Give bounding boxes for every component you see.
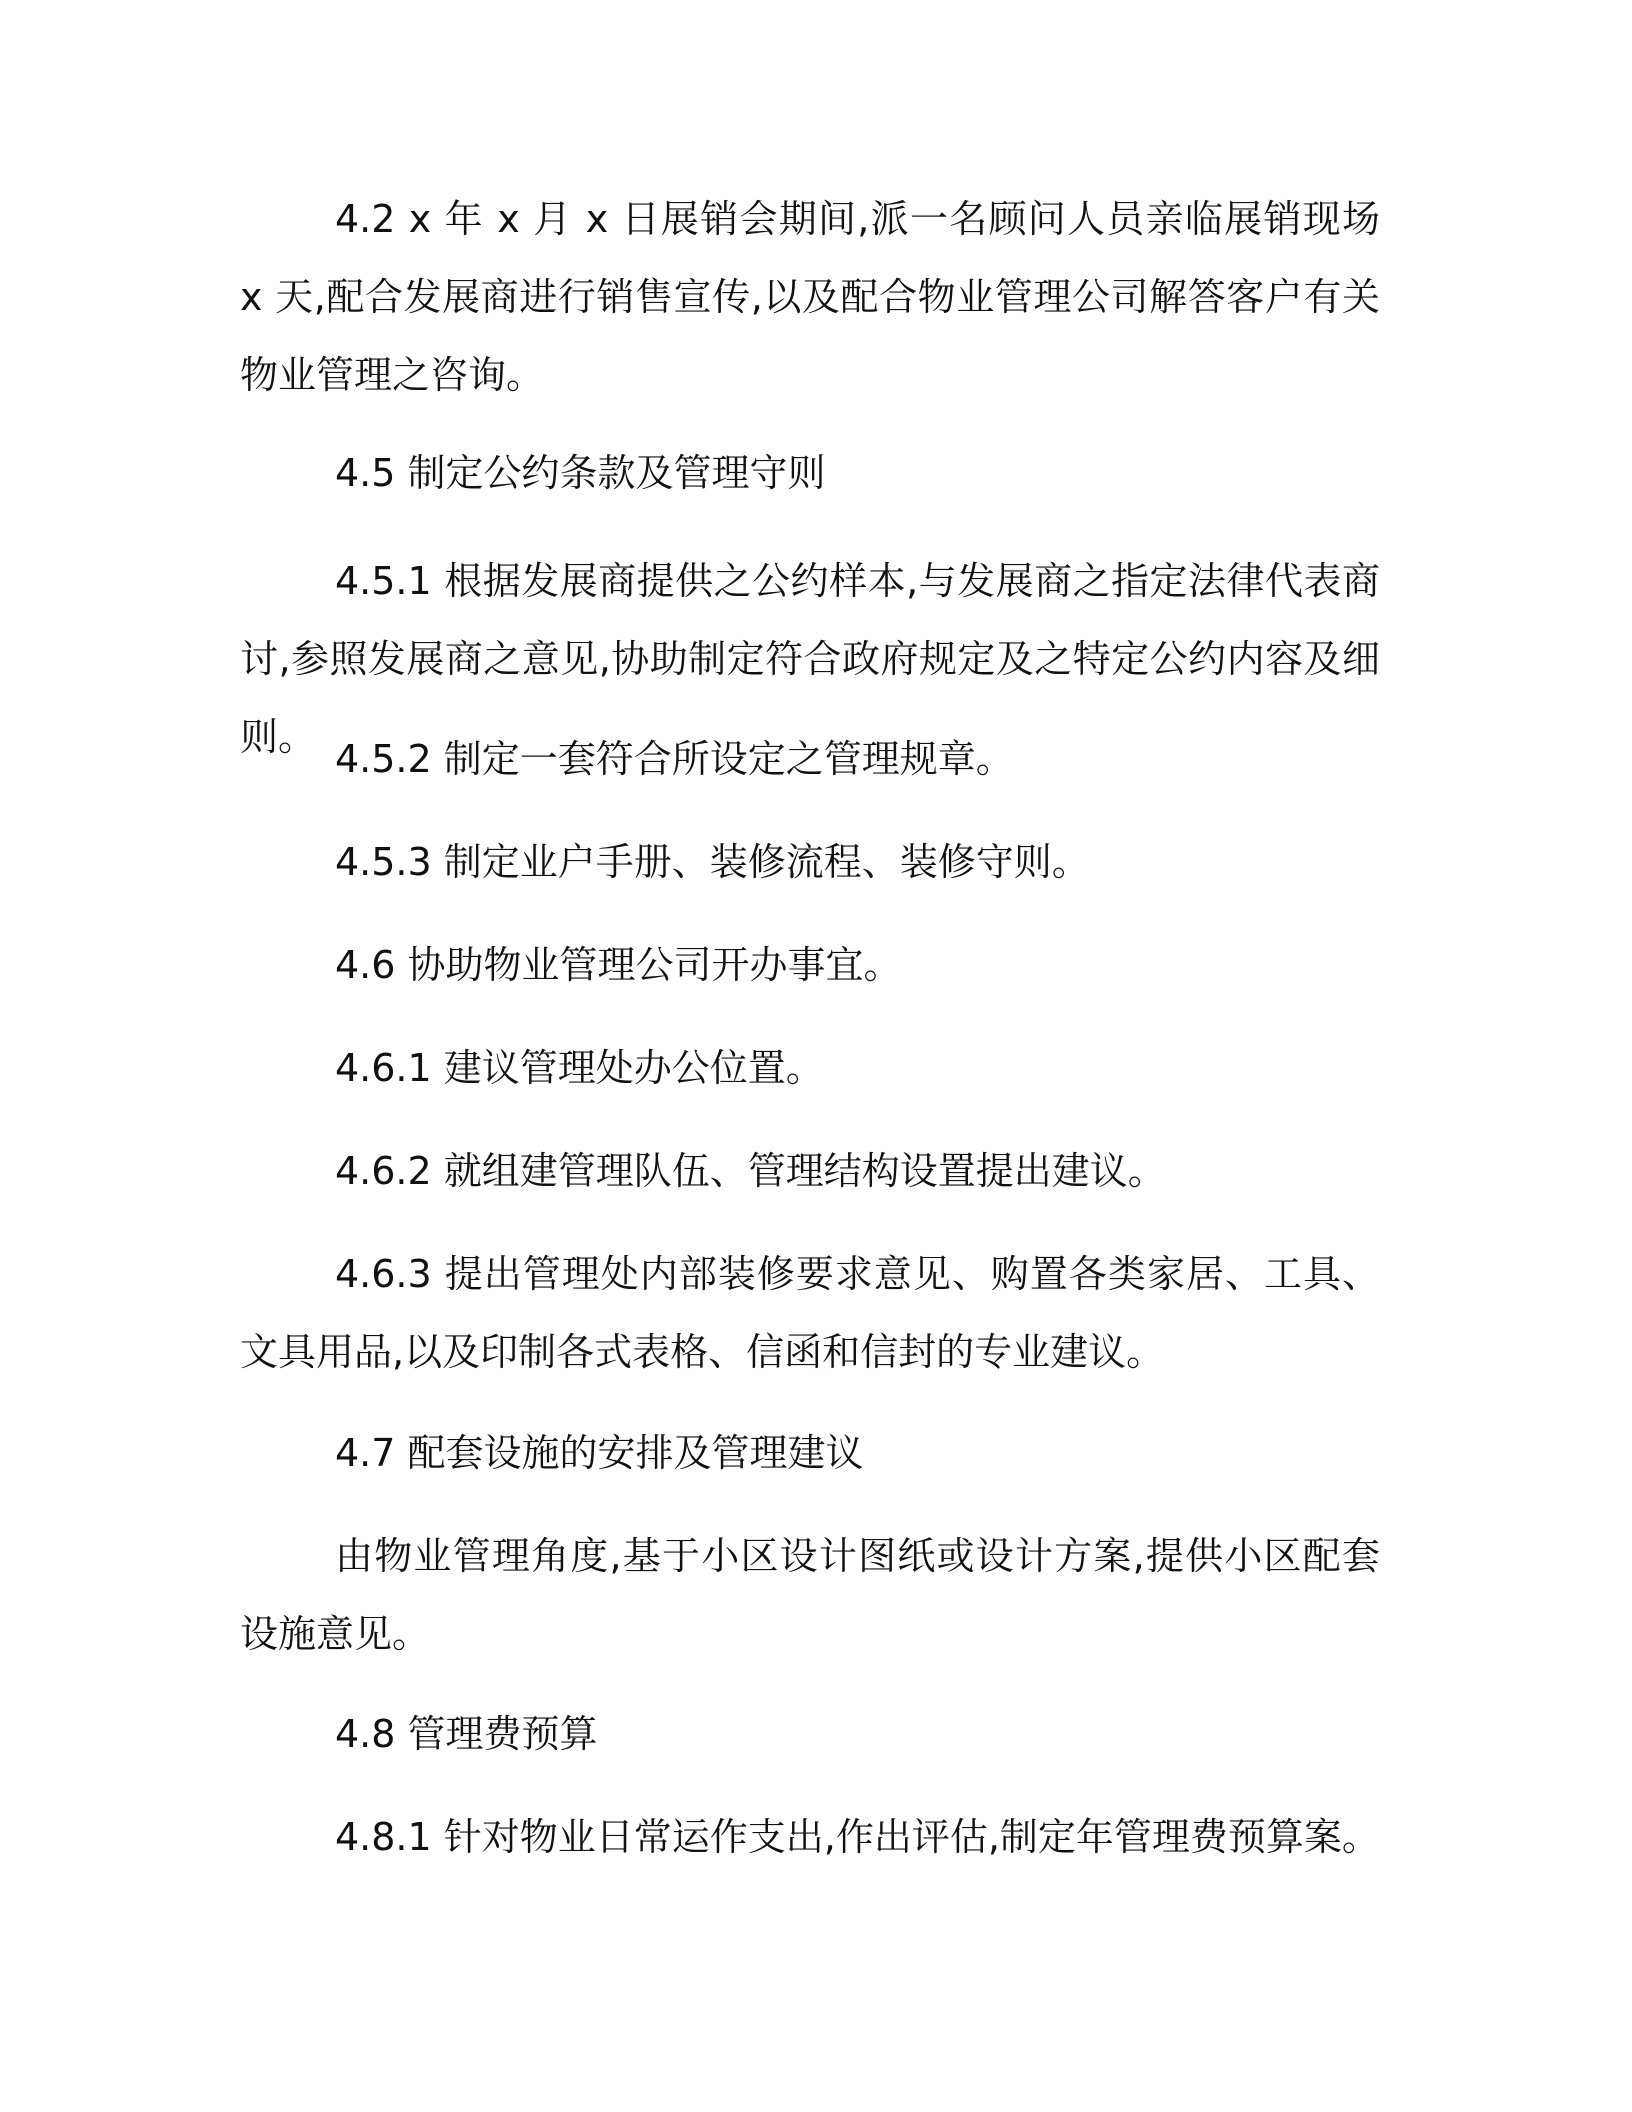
paragraph-4-8-1: 4.8.1 针对物业日常运作支出,作出评估,制定年管理费预算案。 [335,1815,1380,1859]
heading-4-6: 4.6 协助物业管理公司开办事宜。 [335,943,902,987]
paragraph-4-5-1: 4.5.1 根据发展商提供之公约样本,与发展商之指定法律代表商讨,参照发展商之意见,协助制定符合政府规定及之特定公约内容及细则。 [240,559,1380,759]
paragraph-4-5-3: 4.5.3 制定业户手册、装修流程、装修守则。 [335,840,1090,884]
heading-4-7: 4.7 配套设施的安排及管理建议 [335,1431,864,1475]
paragraph-4-5-2: 4.5.2 制定一套符合所设定之管理规章。 [335,737,1014,781]
paragraph-4-6-3: 4.6.3 提出管理处内部装修要求意见、购置各类家居、工具、文具用品,以及印制各式表格、信函和信封的专业建议。 [240,1252,1380,1374]
heading-4-5: 4.5 制定公约条款及管理守则 [335,451,826,495]
paragraph-4-6-1: 4.6.1 建议管理处办公位置。 [335,1046,824,1090]
paragraph-4-6-2: 4.6.2 就组建管理队伍、管理结构设置提出建议。 [335,1149,1166,1193]
paragraph-4-7-body: 由物业管理角度,基于小区设计图纸或设计方案,提供小区配套设施意见。 [240,1534,1380,1656]
paragraph-4-2: 4.2 x 年 x 月 x 日展销会期间,派一名顾问人员亲临展销现场 x 天,配合发展商进行销售宣传,以及配合物业管理公司解答客户有关物业管理之咨询。 [240,197,1380,397]
heading-4-8: 4.8 管理费预算 [335,1712,598,1756]
